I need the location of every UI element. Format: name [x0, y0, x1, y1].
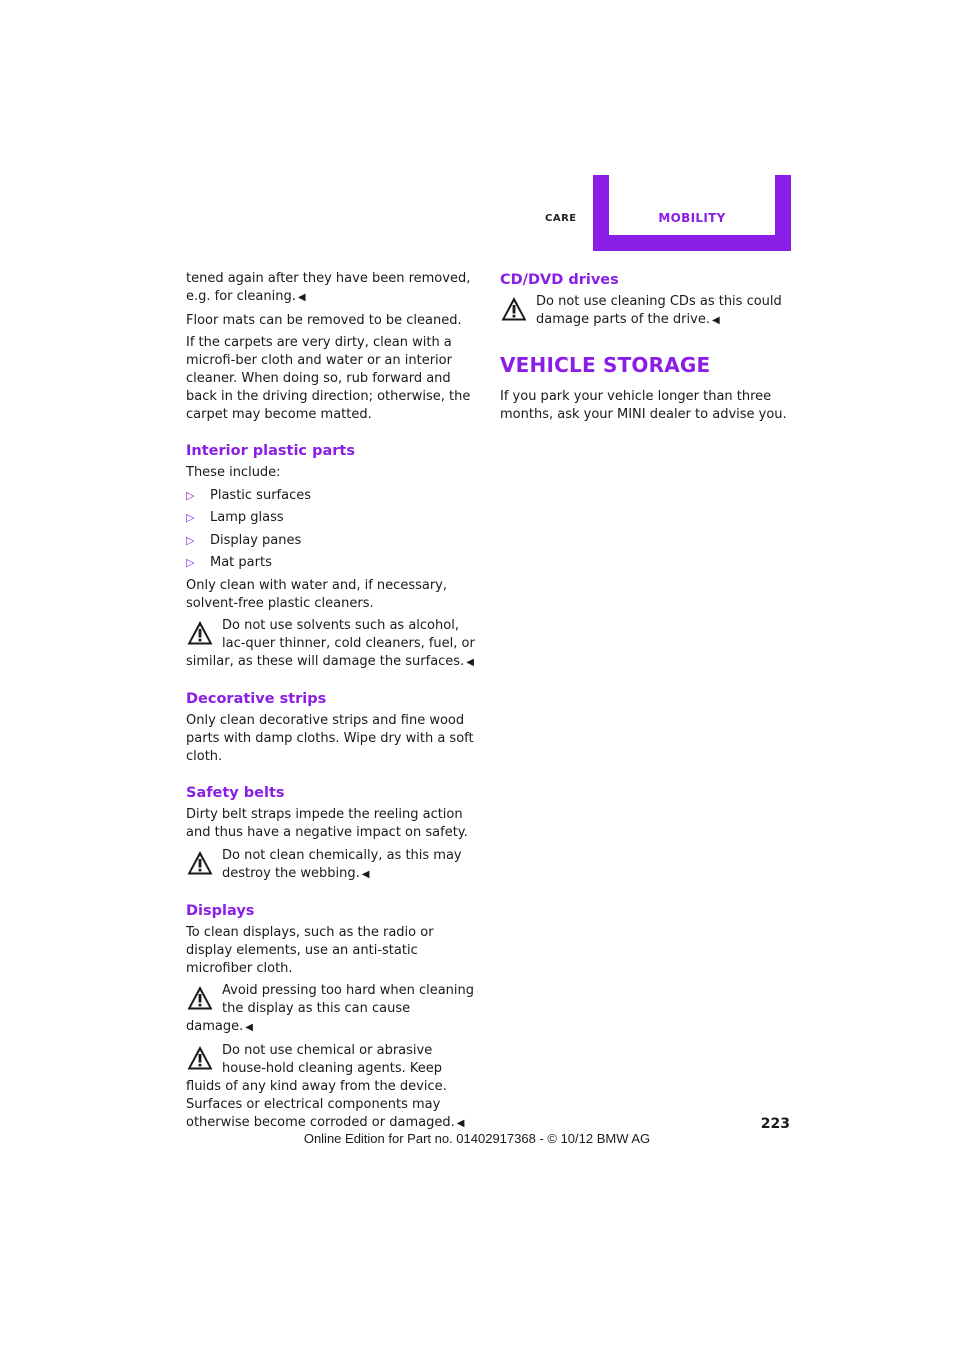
end-mark-icon: ◀ [456, 1117, 465, 1129]
paragraph-vehicle-storage: If you park your vehicle longer than three months, ask your MINI dealer to advise you. [500, 389, 787, 422]
heading-safety-belts: Safety belts [186, 785, 285, 801]
triangle-bullet-icon: ▷ [186, 533, 195, 547]
section-interior-plastic [186, 441, 478, 672]
heading-cd-dvd: CD/DVD drives [500, 272, 619, 288]
section-displays [186, 901, 478, 1133]
end-mark-icon: ◀ [466, 657, 474, 668]
right-column [500, 270, 792, 429]
triangle-bullet-icon: ▷ [186, 488, 195, 502]
paragraph-decorative: Only clean decorative strips and fine wood parts with damp cloths. Wipe dry with a soft cloth. [186, 713, 474, 764]
list-plastic-parts [186, 487, 478, 573]
section-decorative-strips [186, 689, 478, 766]
warning-cleaning-cds: Do not use cleaning CDs as this could damage parts of the drive. ◀ [500, 293, 792, 330]
list-item: ▷ Mat parts [186, 555, 272, 570]
section-vehicle-storage [500, 352, 792, 424]
warning-triangle-icon [186, 984, 214, 1012]
list-item: ▷ Plastic surfaces [186, 487, 311, 503]
paragraph-clean-water: Only clean with water and, if necessary, solvent-free plastic cleaners. [186, 577, 447, 611]
warning-triangle-icon [186, 1044, 214, 1072]
paragraph-belts: Dirty belt straps impede the reeling action and thus have a negative impact on safety. [186, 807, 468, 840]
section-tab-care: CARE [545, 213, 577, 224]
end-mark-icon: ◀ [297, 292, 306, 303]
paragraph-floor-mats: Floor mats can be removed to be cleaned. [186, 312, 462, 328]
section-tab-mobility: MOBILITY [658, 211, 726, 225]
triangle-bullet-icon: ▷ [186, 511, 195, 524]
warning-belts: Do not clean chemically, as this may destroy the webbing. ◀ [186, 847, 478, 884]
end-mark-icon: ◀ [245, 1022, 253, 1033]
end-mark-icon: ◀ [361, 868, 370, 880]
paragraph-these-include: These include: [186, 465, 281, 480]
page-number: 223 [760, 1116, 790, 1132]
paragraph-displays: To clean displays, such as the radio or display elements, use an anti-static microfiber cloth. [186, 924, 434, 976]
heading-vehicle-storage: VEHICLE STORAGE [500, 353, 711, 377]
end-mark-icon: ◀ [711, 315, 720, 326]
section-safety-belts [186, 783, 478, 884]
list-item: ▷ Display panes [186, 532, 302, 548]
warning-triangle-icon [500, 295, 528, 323]
heading-interior-plastic: Interior plastic parts [186, 443, 355, 459]
heading-decorative-strips: Decorative strips [186, 691, 327, 707]
warning-triangle-icon [186, 619, 214, 647]
footer-edition: Online Edition for Part no. 01402917368 - © 10/12 BMW AG [303, 1131, 651, 1146]
paragraph-carpets: If the carpets are very dirty, clean with a microfi-ber cloth and water or an interior cleaner. When doing so, rub forward and back in the driving direction; otherwise, the carpet may become matted. [186, 335, 471, 422]
triangle-bullet-icon: ▷ [186, 556, 195, 569]
heading-displays: Displays [186, 902, 255, 919]
list-item: ▷ Lamp glass [186, 510, 284, 525]
warning-solvents: Do not use solvents such as alcohol, lac-quer thinner, cold cleaners, fuel, or similar, as these will damage the surfaces. ◀ [186, 618, 475, 669]
paragraph-tened: tened again after they have been removed, e.g. for cleaning. ◀ [186, 271, 471, 304]
warning-display-chemicals: Do not use chemical or abrasive house-hold cleaning agents. Keep fluids of any kind away from the device. Surfaces or electrical components may otherwise become corroded or damaged. ◀ [186, 1042, 465, 1130]
warning-display-pressing: Avoid pressing too hard when cleaning the display as this can cause damage. ◀ [186, 983, 475, 1034]
warning-triangle-icon [186, 849, 214, 877]
left-column [186, 270, 478, 1137]
section-cd-dvd [500, 270, 792, 330]
